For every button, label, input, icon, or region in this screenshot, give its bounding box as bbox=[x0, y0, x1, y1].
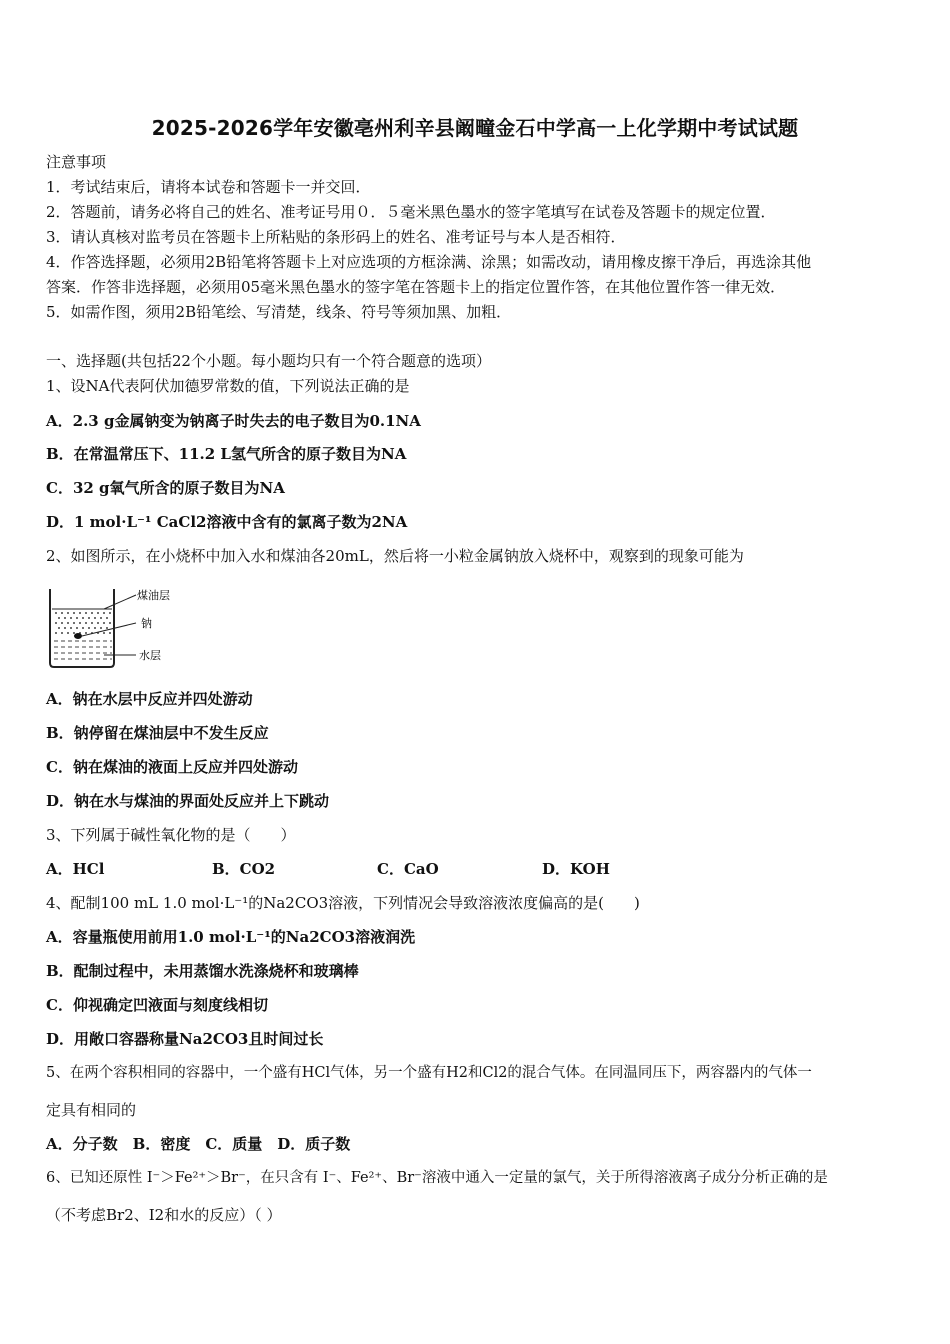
page-title: 2025-2026学年安徽亳州利辛县阚疃金石中学高一上化学期中考试试题 bbox=[151, 116, 799, 140]
question-5-stem-line2: 定具有相同的 bbox=[46, 1101, 137, 1119]
question-6-stem-line1: 6、已知还原性 I⁻＞Fe²⁺＞Br⁻，在只含有 I⁻、Fe²⁺、Br⁻溶液中通入一定量的氯气，关于所得溶液离子成分分析正确的是 bbox=[46, 1170, 828, 1186]
label-kerosene: 煤油层 bbox=[137, 589, 170, 602]
question-2-option-c: C．钠在煤油的液面上反应并四处游动 bbox=[46, 758, 298, 776]
question-2-option-d: D．钠在水与煤油的界面处反应并上下跳动 bbox=[46, 792, 330, 810]
question-1-option-d: D．1 mol·L⁻¹ CaCl2溶液中含有的氯离子数为2NA bbox=[46, 513, 408, 531]
question-4-option-d: D．用敞口容器称量Na2CO3且时间过长 bbox=[46, 1030, 324, 1048]
question-5-stem-line1: 5、在两个容积相同的容器中，一个盛有HCl气体，另一个盛有H2和Cl2的混合气体。在同温同压下，两容器内的气体一 bbox=[46, 1065, 812, 1081]
sodium-piece bbox=[74, 633, 82, 639]
leader-kerosene bbox=[104, 595, 136, 609]
question-1-stem: 1、设NA代表阿伏加德罗常数的值，下列说法正确的是 bbox=[46, 377, 410, 395]
question-2-option-a: A．钠在水层中反应并四处游动 bbox=[46, 690, 253, 708]
question-3-option-c: C．CaO bbox=[377, 860, 439, 878]
question-3-option-d: D．KOH bbox=[542, 860, 610, 878]
question-2-option-b: B．钠停留在煤油层中不发生反应 bbox=[46, 724, 269, 742]
notice-item: 4．作答选择题，必须用2B铅笔将答题卡上对应选项的方框涂满、涂黑；如需改动，请用橡皮擦干净后，再选涂其他 bbox=[46, 253, 812, 271]
label-water: 水层 bbox=[139, 649, 161, 662]
question-3-stem: 3、下列属于碱性氧化物的是（ ） bbox=[46, 826, 296, 844]
label-sodium: 钠 bbox=[141, 617, 152, 630]
section-heading: 一、选择题(共包括22个小题。每小题均只有一个符合题意的选项） bbox=[46, 352, 491, 370]
question-5-options: A．分子数 B．密度 C．质量 D．质子数 bbox=[46, 1135, 351, 1153]
question-2-stem: 2、如图所示，在小烧杯中加入水和煤油各20mL，然后将一小粒金属钠放入烧杯中，观察到的现象可能为 bbox=[46, 547, 744, 565]
beaker-figure bbox=[44, 583, 184, 673]
notice-item: 1．考试结束后，请将本试卷和答题卡一并交回． bbox=[46, 178, 371, 196]
notice-item: 5．如需作图，须用2B铅笔绘、写清楚，线条、符号等须加黑、加粗． bbox=[46, 303, 512, 321]
question-4-option-b: B．配制过程中，未用蒸馏水洗涤烧杯和玻璃棒 bbox=[46, 962, 359, 980]
question-1-option-b: B．在常温常压下、11.2 L氢气所含的原子数目为NA bbox=[46, 445, 407, 463]
question-3-option-a: A．HCl bbox=[46, 860, 105, 878]
question-4-stem: 4、配制100 mL 1.0 mol·L⁻¹的Na2CO3溶液，下列情况会导致溶液浓度偏高的是( ) bbox=[46, 894, 640, 912]
question-1-option-a: A．2.3 g金属钠变为钠离子时失去的电子数目为0.1NA bbox=[46, 412, 421, 430]
notice-item: 3．请认真核对监考员在答题卡上所粘贴的条形码上的姓名、准考证号与本人是否相符． bbox=[46, 228, 626, 246]
notice-item: 2．答题前，请务必将自己的姓名、准考证号用０．５毫米黑色墨水的签字笔填写在试卷及答题卡的规定位置． bbox=[46, 203, 776, 221]
question-1-option-c: C．32 g氧气所含的原子数目为NA bbox=[46, 479, 285, 497]
water-dashes bbox=[54, 641, 112, 659]
notice-heading: 注意事项 bbox=[46, 153, 107, 171]
question-4-option-a: A．容量瓶使用前用1.0 mol·L⁻¹的Na2CO3溶液润洗 bbox=[46, 928, 416, 946]
notice-item: 答案．作答非选择题，必须用05毫米黑色墨水的签字笔在答题卡上的指定位置作答，在其他位置作答一律无效． bbox=[46, 278, 786, 296]
question-4-option-c: C．仰视确定凹液面与刻度线相切 bbox=[46, 996, 268, 1014]
question-3-option-b: B．CO2 bbox=[212, 860, 276, 878]
question-6-stem-line2: （不考虑Br2、I2和水的反应）（ ） bbox=[46, 1206, 282, 1224]
